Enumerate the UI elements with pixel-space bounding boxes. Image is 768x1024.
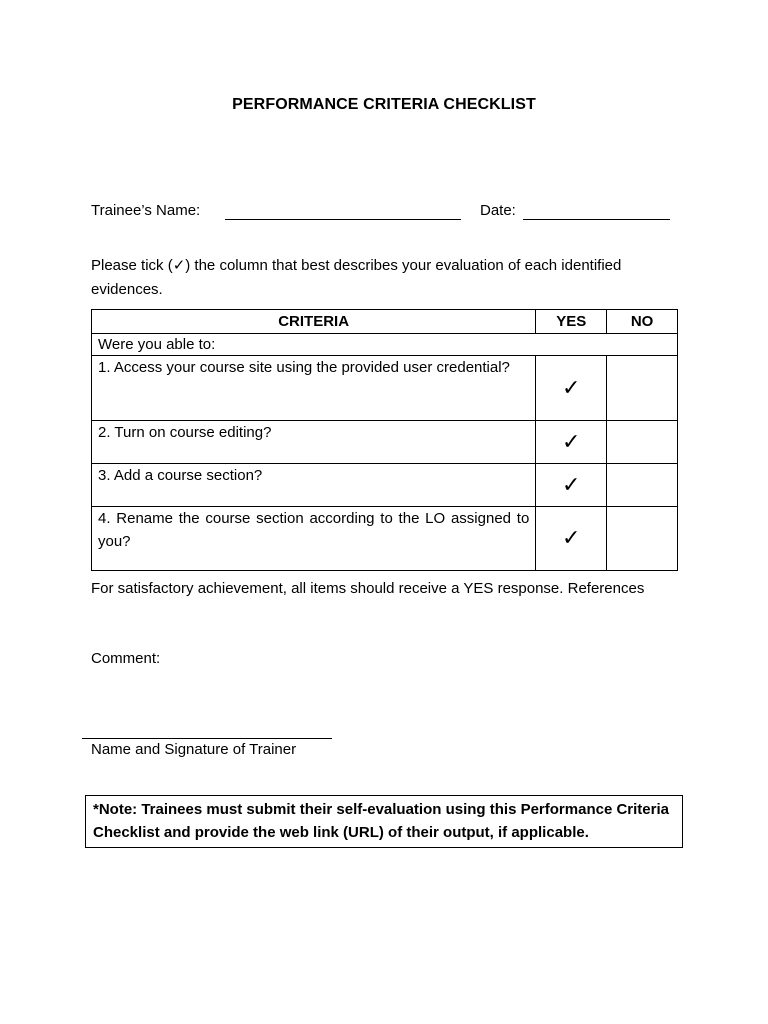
checkmark-icon: ✓ bbox=[536, 356, 607, 421]
no-cell bbox=[607, 464, 678, 507]
criterion-text: 1. Access your course site using the provided user credential? bbox=[92, 356, 536, 421]
checkmark-icon: ✓ bbox=[536, 421, 607, 464]
signature-line bbox=[82, 738, 332, 739]
table-row bbox=[92, 421, 678, 464]
trainee-name-label: Trainee’s Name: bbox=[91, 202, 201, 219]
no-cell bbox=[607, 421, 678, 464]
trainee-name-blank bbox=[225, 219, 461, 220]
table-row bbox=[92, 356, 678, 421]
criterion-text: 2. Turn on course editing? bbox=[92, 421, 536, 464]
no-cell bbox=[607, 507, 678, 571]
no-cell bbox=[607, 356, 678, 421]
signature-label: Name and Signature of Trainer bbox=[91, 741, 297, 758]
criterion-text: 3. Add a course section? bbox=[92, 464, 536, 507]
satisfactory-statement: For satisfactory achievement, all items should receive a YES response. References bbox=[91, 580, 645, 597]
date-label: Date: bbox=[480, 202, 516, 219]
table-subheading: Were you able to: bbox=[92, 334, 678, 356]
checkmark-icon: ✓ bbox=[536, 507, 607, 571]
no-header: NO bbox=[607, 310, 678, 334]
criteria-table bbox=[91, 309, 678, 571]
table-header-row bbox=[92, 310, 678, 334]
table-subheading-row bbox=[92, 334, 678, 356]
criterion-text: 4. Rename the course section according to the LO assigned to you? bbox=[92, 507, 536, 571]
date-blank bbox=[523, 219, 670, 220]
instruction-text: Please tick (✓) the column that best describes your evaluation of each identified evidences. bbox=[91, 257, 622, 298]
criteria-header: CRITERIA bbox=[92, 310, 536, 334]
note-box: *Note: Trainees must submit their self-evaluation using this Performance Criteria Checklist and provide the web link (URL) of their output, if applicable. bbox=[85, 795, 683, 848]
yes-header: YES bbox=[536, 310, 607, 334]
checkmark-icon: ✓ bbox=[536, 464, 607, 507]
page-title: PERFORMANCE CRITERIA CHECKLIST bbox=[232, 96, 536, 113]
comment-label: Comment: bbox=[91, 650, 161, 667]
table-row bbox=[92, 507, 678, 571]
table-row bbox=[92, 464, 678, 507]
